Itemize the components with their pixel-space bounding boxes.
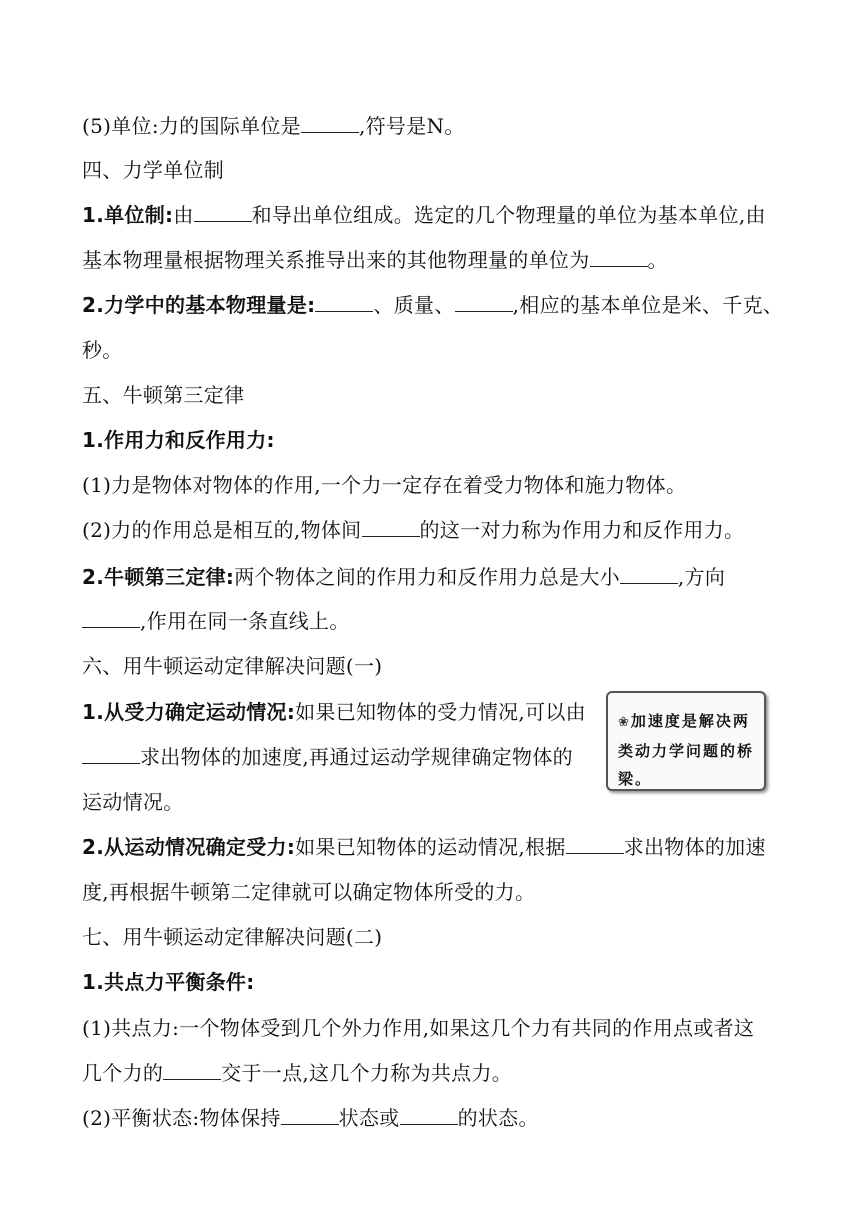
- text: 求出物体的加速度,再通过运动学规律确定物体的: [140, 745, 573, 769]
- text: 两个物体之间的作用力和反作用力总是大小: [234, 565, 620, 589]
- blank-field[interactable]: [301, 114, 359, 133]
- item-third-law-cont: [82, 609, 350, 633]
- text: ,方向: [677, 565, 726, 589]
- text: 。: [647, 248, 668, 272]
- item-lead: 1.单位制:: [82, 203, 174, 227]
- item-motion-to-force: [82, 835, 766, 859]
- text: 的状态。: [457, 1106, 539, 1130]
- item-third-law: [82, 565, 725, 589]
- side-note-text: 加速度是解决两类动力学问题的桥梁。: [618, 712, 755, 788]
- item-force-to-motion: [82, 700, 586, 724]
- flower-icon: ❀: [618, 715, 631, 730]
- item-motion-to-force-cont: 度,再根据牛顿第二定律就可以确定物体所受的力。: [82, 880, 536, 904]
- blank-field[interactable]: [281, 1106, 339, 1125]
- blank-field[interactable]: [82, 745, 140, 764]
- item-equilibrium: 1.共点力平衡条件:: [82, 970, 255, 994]
- text: ,相应的基本单位是米、千克、: [512, 293, 784, 317]
- unit-line: [82, 114, 465, 138]
- blank-field[interactable]: [362, 518, 420, 537]
- item-force-to-motion-cont2: 运动情况。: [82, 790, 184, 814]
- section-heading-5: 五、牛顿第三定律: [82, 383, 245, 407]
- side-note-box: [606, 691, 766, 791]
- item-equilibrium-state: [82, 1106, 539, 1130]
- blank-field[interactable]: [566, 835, 624, 854]
- item-action-reaction: 1.作用力和反作用力:: [82, 428, 275, 452]
- item-basic-quantities-cont: 秒。: [82, 338, 123, 362]
- blank-field[interactable]: [315, 293, 373, 312]
- section-heading-4: 四、力学单位制: [82, 158, 225, 182]
- item-action-reaction-2: [82, 518, 744, 542]
- blank-field[interactable]: [590, 248, 648, 267]
- section-heading-7: 七、用牛顿运动定律解决问题(二): [82, 925, 383, 949]
- text: 和导出单位组成。选定的几个物理量的单位为基本单位,由: [251, 203, 766, 227]
- text: 如果已知物体的受力情况,可以由: [295, 700, 586, 724]
- text: (2)力的作用总是相互的,物体间: [82, 518, 362, 542]
- text: 的这一对力称为作用力和反作用力。: [419, 518, 745, 542]
- text: 由: [173, 203, 194, 227]
- blank-field[interactable]: [455, 293, 513, 312]
- text: 交于一点,这几个力称为共点力。: [221, 1061, 513, 1085]
- text: 几个力的: [82, 1061, 164, 1085]
- item-unit-system: [82, 203, 766, 227]
- item-action-reaction-1: (1)力是物体对物体的作用,一个力一定存在着受力物体和施力物体。: [82, 473, 687, 497]
- text: 如果已知物体的运动情况,根据: [295, 835, 566, 859]
- text: ,作用在同一条直线上。: [140, 609, 350, 633]
- item-lead: 2.从运动情况确定受力:: [82, 835, 296, 859]
- text: 求出物体的加速: [623, 835, 766, 859]
- item-force-to-motion-cont: [82, 745, 573, 769]
- section-heading-6: 六、用牛顿运动定律解决问题(一): [82, 654, 383, 678]
- item-concurrent-forces: (1)共点力:一个物体受到几个外力作用,如果这几个力有共同的作用点或者这: [82, 1016, 755, 1040]
- text: (2)平衡状态:物体保持: [82, 1106, 281, 1130]
- item-lead: 1.从受力确定运动情况:: [82, 700, 296, 724]
- item-concurrent-forces-cont: [82, 1061, 512, 1085]
- item-lead: 2.牛顿第三定律:: [82, 565, 235, 589]
- text: (5)单位:力的国际单位是: [82, 114, 301, 138]
- text: ,符号是N。: [358, 114, 465, 138]
- text: 基本物理量根据物理关系推导出来的其他物理量的单位为: [82, 248, 590, 272]
- blank-field[interactable]: [194, 203, 252, 222]
- blank-field[interactable]: [82, 609, 140, 628]
- item-basic-quantities: [82, 293, 783, 317]
- text: 、质量、: [373, 293, 455, 317]
- text: 状态或: [338, 1106, 400, 1130]
- item-unit-system-cont: [82, 248, 668, 272]
- blank-field[interactable]: [620, 565, 678, 584]
- item-lead: 2.力学中的基本物理量是:: [82, 293, 316, 317]
- blank-field[interactable]: [400, 1106, 458, 1125]
- blank-field[interactable]: [163, 1061, 221, 1080]
